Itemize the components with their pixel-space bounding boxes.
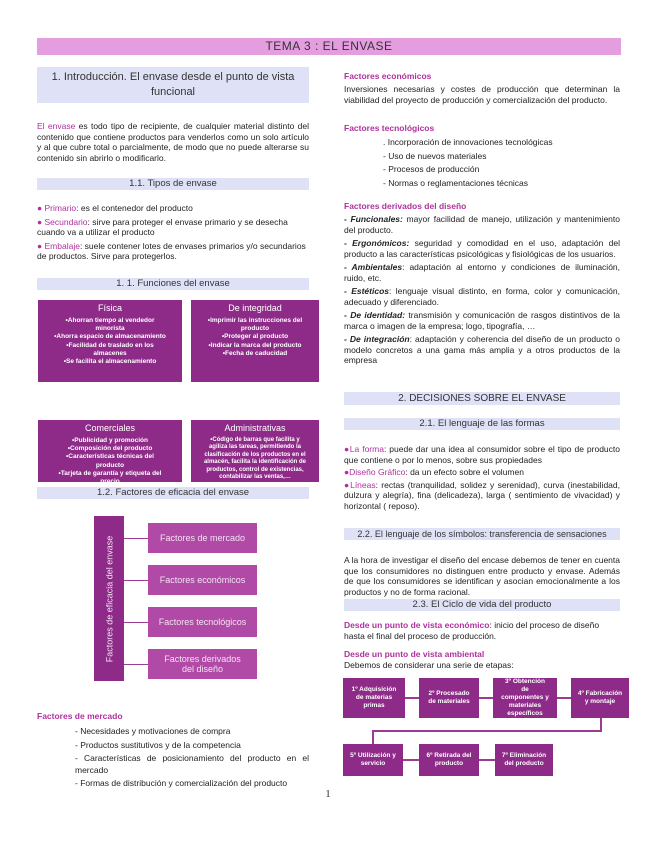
page-title-banner — [37, 38, 621, 55]
mercado-heading: Factores de mercado — [37, 711, 123, 721]
bullet-icon: ● — [344, 479, 351, 490]
connector-line — [124, 664, 148, 665]
simbolos-heading — [344, 528, 620, 540]
cycle-connector — [479, 697, 493, 699]
tipo-term: Primario — [44, 203, 77, 213]
cycle-step-6: 6º Retirada del producto — [419, 744, 479, 776]
tipo-term: Embalaje — [44, 240, 80, 251]
economicos-text: Inversiones necesarias y costes de producción que determinan la viabilidad del proyecto de producción y comercialización del producto. — [344, 84, 620, 105]
cycle-connector — [600, 718, 602, 730]
eficacia-title: 1.2. Factores de eficacia del envase — [96, 487, 250, 498]
cycle-step-7: 7º Eliminación del producto — [495, 744, 553, 776]
factor-diseno: Factores derivados del diseño — [148, 649, 257, 679]
cycle-connector — [405, 697, 419, 699]
intro-paragraph — [37, 121, 309, 163]
ciclo-title: 2.3. El Ciclo de vida del producto — [412, 599, 552, 610]
diseno-heading: Factores derivados del diseño — [344, 201, 467, 211]
tipo-item-embalaje — [37, 241, 309, 262]
section2-title: 2. DECISIONES SOBRE EL ENVASE — [398, 393, 566, 404]
cycle-connector — [372, 730, 374, 744]
connector-line — [124, 622, 148, 623]
function-box-text: •Ahorran tiempo al vendedor minorista •Ahorra espacio de almacenamiento •Facilidad de traslado en los almacenes •Se facilita el almacenamiento — [54, 317, 166, 366]
page-number: 1 — [325, 788, 331, 800]
ciclo-ambiental: Desde un punto de vista ambiental Debemos de considerar una serie de etapas: — [344, 649, 514, 670]
funciones-title: 1. 1. Funciones del envase — [116, 278, 230, 289]
funciones-heading — [37, 278, 309, 290]
factor-economicos: Factores económicos — [148, 565, 257, 595]
function-box-text: •Imprimir las instrucciones del producto •Proteger al producto •Indicar la marca del producto •Fecha de caducidad — [207, 317, 303, 357]
formas-title: 2.1. El lenguaje de las formas — [419, 418, 545, 429]
eficacia-vertical-label-wrap — [94, 516, 124, 681]
factor-mercado: Factores de mercado — [148, 523, 257, 553]
cycle-connector — [479, 759, 495, 761]
function-box-title: Administrativas — [224, 423, 286, 433]
connector-line — [124, 538, 148, 539]
eficacia-heading — [37, 487, 309, 499]
bullet-icon: ● — [37, 203, 43, 213]
function-box-comerciales — [38, 420, 182, 486]
cycle-step-2: 2º Procesado de materiales — [419, 678, 479, 718]
section1-title: 1. Introducción. El envase desde el punto de vista funcional — [51, 71, 295, 98]
tipos-title: 1.1. Tipos de envase — [129, 178, 217, 189]
cycle-connector — [557, 697, 571, 699]
cycle-step-3: 3º Obtención de componentes y materiales específicos — [493, 678, 557, 718]
function-box-title: Comerciales — [84, 423, 135, 433]
function-box-integridad — [191, 300, 319, 382]
eficacia-vertical-label: Factores de eficacia del envase — [104, 535, 115, 662]
tipo-term: Secundario — [44, 216, 88, 227]
intro-term: El envase — [37, 121, 76, 131]
simbolos-title: 2.2. El lenguaje de los símbolos: transferencia de sensaciones — [357, 529, 607, 539]
tipo-text: : suele contener lotes de envases primarios y/o secundarios de productos. Sirve para protegerlos. — [37, 240, 306, 261]
tecnologicos-heading: Factores tecnológicos — [344, 123, 435, 133]
simbolos-text: A la hora de investigar el diseño del encase debemos de tener en cuenta que los consumidores no distinguen entre producto y envase. Además de que los consumidores se identifican y asocian emocionalmente a los productos y no de forma racional. — [344, 555, 620, 597]
tipo-item-primario — [37, 203, 309, 214]
function-box-title: De integridad — [228, 303, 282, 313]
formas-heading — [344, 418, 620, 430]
tipo-item-secundario — [37, 217, 309, 238]
bullet-icon: ● — [344, 444, 350, 454]
ciclo-heading — [344, 599, 620, 611]
tipo-text: : es el contenedor del producto — [76, 203, 193, 213]
cycle-step-1: 1º Adquisición de materias primas — [343, 678, 405, 718]
economicos-heading: Factores económicos — [344, 71, 432, 81]
function-box-title: Física — [97, 303, 122, 313]
section1-heading — [37, 67, 309, 103]
cycle-connector — [372, 730, 602, 732]
formas-list: ●La forma: puede dar una idea al consumidor sobre el tipo de producto que contiene o por lo menos, sobre sus propiedades ●Diseño Gráfico: da un efecto sobre el volumen ●Líneas: rectas (tranquilidad, solidez y serenidad), curva (inestabilidad, dulzura y alegría), fina (delicadeza), larga ( sentimiento de vivacidad) y horizontal ( reposo). — [344, 444, 620, 511]
bullet-icon: ● — [37, 216, 43, 227]
page-title: TEMA 3 : EL ENVASE — [265, 39, 393, 53]
bullet-icon: ● — [37, 240, 43, 251]
ciclo-economico: Desde un punto de vista económico: inicio del proceso de diseño hasta el final del proceso de producción. — [344, 620, 600, 641]
bullet-icon: ● — [344, 467, 350, 477]
diseno-list: - Funcionales: mayor facilidad de manejo, utilización y mantenimiento del producto. - Ergonómicos: seguridad y comodidad en el uso, adaptación del producto a las características psicológicas y fisiológicas de los usuarios. - Ambientales: adaptación al entorno y condiciones de iluminación, ruido, etc. - Estéticos: lenguaje visual distinto, en forma, color y comunicación, adecuado y diferenciado. - De identidad: transmisión y comunicación de rasgos distintivos de la marca o imagen de la empresa; logo, tipografía, … - De integración: adaptación y coherencia del diseño de un producto o modelo concretos a una gama más amplia y a otros productos de la empresa — [344, 214, 621, 365]
cycle-step-5: 5º Utilización y servicio — [343, 744, 403, 776]
tecnologicos-list: . Incorporación de innovaciones tecnológicas - Uso de nuevos materiales - Procesos de producción - Normas o reglamentaciones técnicas — [383, 137, 553, 188]
cycle-step-4: 4º Fabricación y montaje — [571, 678, 629, 718]
mercado-list: - Necesidades y motivaciones de compra - Productos sustitutivos y de la competencia - Características de posicionamiento del producto en el mercado - Formas de distribución y comercialización del producto — [75, 726, 309, 788]
tipos-list — [37, 203, 309, 262]
cycle-connector — [403, 759, 419, 761]
section2-heading — [344, 392, 620, 405]
connector-line — [124, 580, 148, 581]
tipo-text: : sirve para proteger el envase primario y se desecha cuando va a utilizar el producto — [37, 216, 288, 237]
tipos-heading — [37, 178, 309, 190]
function-box-administrativas — [191, 420, 319, 482]
function-box-fisica — [38, 300, 182, 382]
function-box-text: •Código de barras que facilita y agiliza las tareas, permitiendo la clasificación de los productos en el almacén, facilita la identificación de productos, control de existencias, contabilizar las ventas,… — [203, 437, 307, 481]
intro-text: es todo tipo de recipiente, de cualquier material distinto del contenido que contiene productos para venderlos como un solo artículo y al que cubre total o parcialmente, de modo que no puede alterarse su contenido sin abrirlo o modificarlo. — [37, 121, 309, 163]
function-box-text: •Publicidad y promoción •Composición del producto •Características técnicas del producto •Tarjeta de garantía y etiqueta del precio — [58, 437, 162, 486]
factor-tecnologicos: Factores tecnológicos — [148, 607, 257, 637]
